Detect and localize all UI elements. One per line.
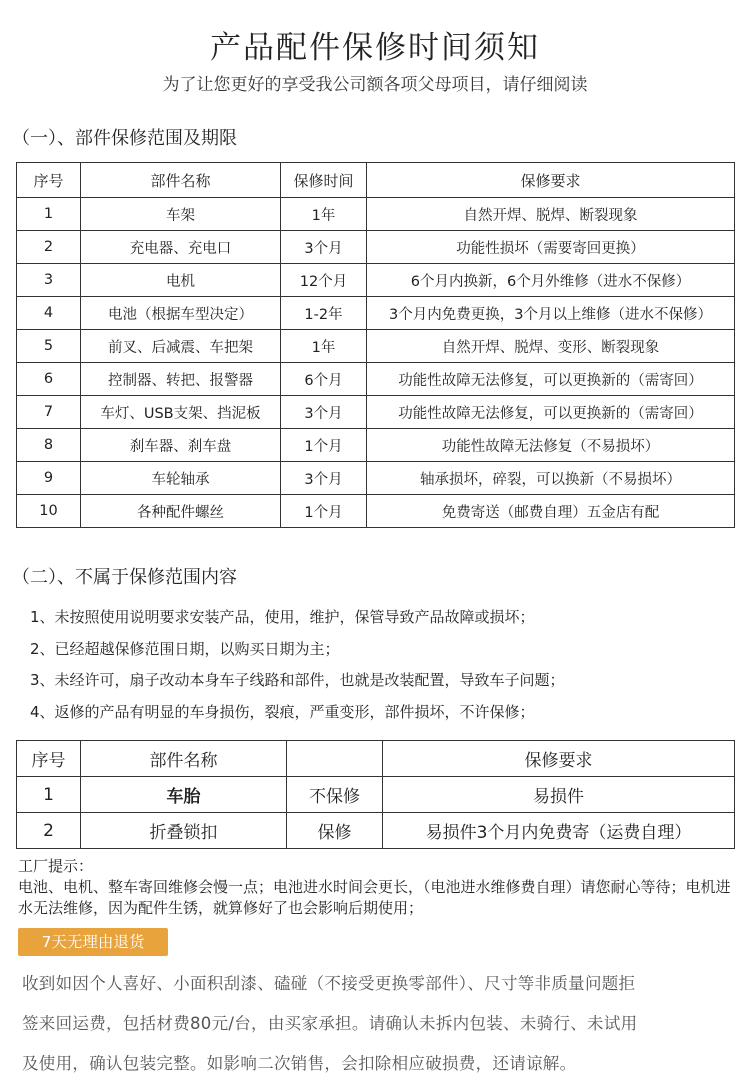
- cell-part: 电机: [81, 264, 281, 297]
- cell-period: 1个月: [281, 429, 367, 462]
- return-line: 收到如因个人喜好、小面积刮漆、磕碰（不接受更换零部件）、尺寸等非质量问题拒: [22, 974, 636, 993]
- cell-no: 6: [17, 363, 81, 396]
- header-period: 保修时间: [281, 163, 367, 198]
- return-line: 签来回运费，包括材费80元/台，由买家承担。请确认未拆内包装、未骑行、未试用: [22, 1014, 638, 1033]
- cell-part: 充电器、充电口: [81, 231, 281, 264]
- table-row: [17, 330, 735, 363]
- cell-no: 3: [17, 264, 81, 297]
- cell-period: 6个月: [281, 363, 367, 396]
- table-row: [17, 429, 735, 462]
- cell-part: 前叉、后减震、车把架: [81, 330, 281, 363]
- cell-part: 各种配件螺丝: [81, 495, 281, 528]
- cell-no: 8: [17, 429, 81, 462]
- cell-no: 1: [17, 198, 81, 231]
- cell-no: 2: [17, 813, 81, 849]
- cell-part: 控制器、转把、报警器: [81, 363, 281, 396]
- page-subtitle: 为了让您更好的享受我公司额各项父母项目，请仔细阅读: [162, 75, 588, 95]
- cell-period: 1年: [281, 330, 367, 363]
- header-no: 序号: [17, 163, 81, 198]
- table-row: [17, 363, 735, 396]
- cell-requirement: 轴承损坏，碎裂，可以换新（不易损坏）: [367, 462, 735, 495]
- cell-requirement: 3个月内免费更换，3个月以上维修（进水不保修）: [367, 297, 735, 330]
- cell-part: 电池（根据车型决定）: [81, 297, 281, 330]
- consumable-parts-table: [16, 740, 735, 849]
- table-row: [17, 777, 735, 813]
- table-header-row: [17, 163, 735, 198]
- cell-requirement: 功能性故障无法修复（不易损坏）: [367, 429, 735, 462]
- cell-no: 5: [17, 330, 81, 363]
- cell-period: 3个月: [281, 231, 367, 264]
- exclusion-list: [30, 602, 565, 728]
- return-policy-text: [22, 964, 734, 1084]
- list-item: 4、返修的产品有明显的车身损伤，裂痕，严重变形，部件损坏，不许保修；: [30, 702, 535, 721]
- cell-requirement: 6个月内换新，6个月外维修（进水不保修）: [367, 264, 735, 297]
- section2-heading: （二）、不属于保修范围内容: [12, 567, 237, 588]
- cell-no: 7: [17, 396, 81, 429]
- cell-part: 车灯、USB支架、挡泥板: [81, 396, 281, 429]
- notice-label: 工厂提示：: [18, 857, 94, 875]
- header-part: 部件名称: [81, 163, 281, 198]
- table-header-row: [17, 741, 735, 777]
- cell-status: 不保修: [287, 777, 383, 813]
- cell-requirement: 自然开焊、脱焊、断裂现象: [367, 198, 735, 231]
- cell-no: 10: [17, 495, 81, 528]
- return-line: 及使用，确认包装完整。如影响二次销售，会扣除相应破损费，还请谅解。: [22, 1054, 577, 1073]
- factory-notice: [18, 856, 740, 919]
- cell-status: 保修: [287, 813, 383, 849]
- header-blank: [287, 741, 383, 777]
- header-requirement: 保修要求: [383, 741, 735, 777]
- cell-no: 2: [17, 231, 81, 264]
- cell-period: 1-2年: [281, 297, 367, 330]
- table-row: [17, 462, 735, 495]
- table-row: [17, 495, 735, 528]
- cell-period: 12个月: [281, 264, 367, 297]
- cell-part: 车轮轴承: [81, 462, 281, 495]
- cell-requirement: 功能性故障无法修复，可以更换新的（需寄回）: [367, 363, 735, 396]
- cell-no: 1: [17, 777, 81, 813]
- cell-part: 折叠锁扣: [81, 813, 287, 849]
- cell-period: 3个月: [281, 462, 367, 495]
- cell-requirement: 自然开焊、脱焊、变形、断裂现象: [367, 330, 735, 363]
- table-row: [17, 813, 735, 849]
- return-policy-badge: 7天无理由退货: [18, 928, 168, 956]
- cell-period: 1年: [281, 198, 367, 231]
- cell-no: 9: [17, 462, 81, 495]
- cell-part: 车架: [81, 198, 281, 231]
- table-row: [17, 198, 735, 231]
- table-row: [17, 396, 735, 429]
- cell-requirement: 易损件: [383, 777, 735, 813]
- cell-part: 车胎: [81, 777, 287, 813]
- page-title: 产品配件保修时间须知: [210, 30, 540, 66]
- cell-period: 1个月: [281, 495, 367, 528]
- list-item: 2、已经超越保修范围日期，以购买日期为主；: [30, 639, 340, 658]
- notice-text: 电池、电机、整车寄回维修会慢一点；电池进水时间会更长，（电池进水维修费自理）请您耐心等待；电机进水无法维修，因为配件生锈，就算修好了也会影响后期使用；: [18, 878, 731, 917]
- header-requirement: 保修要求: [367, 163, 735, 198]
- header-no: 序号: [17, 741, 81, 777]
- list-item: 1、未按照使用说明要求安装产品，使用，维护，保管导致产品故障或损坏；: [30, 608, 535, 626]
- warranty-period-table: [16, 162, 735, 528]
- list-item: 3、未经许可，扇子改动本身车子线路和部件，也就是改装配置，导致车子问题；: [30, 671, 565, 689]
- header-part: 部件名称: [81, 741, 287, 777]
- table-row: [17, 297, 735, 330]
- cell-requirement: 易损件3个月内免费寄（运费自理）: [383, 813, 735, 849]
- table-row: [17, 264, 735, 297]
- section1-heading: （一）、部件保修范围及期限: [12, 128, 237, 149]
- cell-requirement: 功能性故障无法修复，可以更换新的（需寄回）: [367, 396, 735, 429]
- cell-requirement: 功能性损坏（需要寄回更换）: [367, 231, 735, 264]
- cell-period: 3个月: [281, 396, 367, 429]
- cell-no: 4: [17, 297, 81, 330]
- cell-part: 刹车器、刹车盘: [81, 429, 281, 462]
- table-row: [17, 231, 735, 264]
- cell-requirement: 免费寄送（邮费自理）五金店有配: [367, 495, 735, 528]
